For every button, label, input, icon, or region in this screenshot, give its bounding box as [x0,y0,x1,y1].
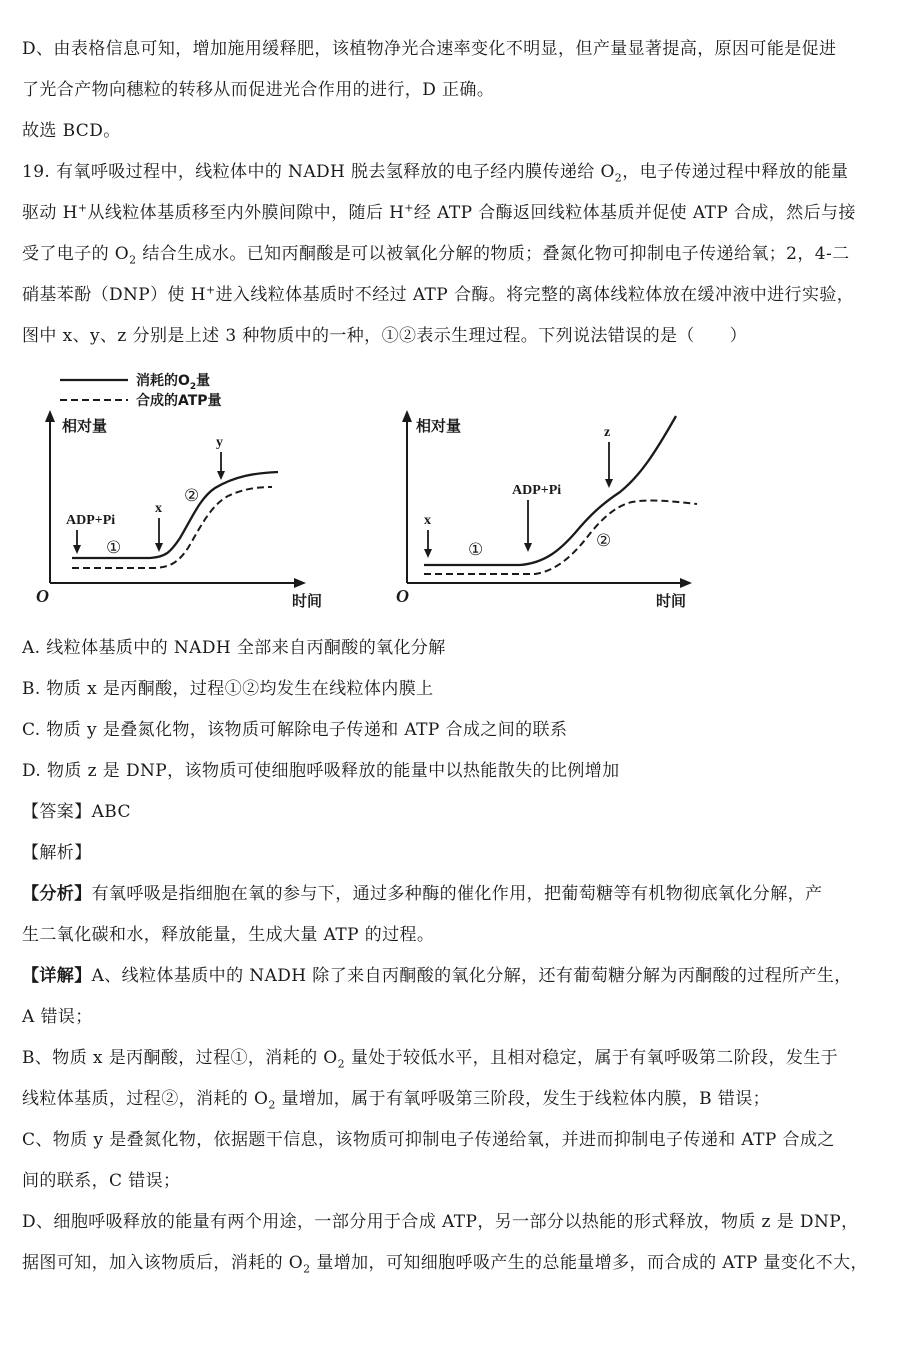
right-arrowhead-adp [524,543,532,552]
right-process-1: ① [468,540,484,560]
xiangjie-line: 据图可知，加入该物质后，消耗的 $O_2$ 量增加，可知细胞呼吸产生的总能量增多，而合成的 ATP 量变化不大， [22,1253,868,1276]
left-arrow-label-adp: ADP+Pi [66,513,116,528]
left-x-arrowhead [294,578,306,588]
right-chart [396,410,697,610]
xiangjie-line: 【详解】A、线粒体基质中的 NADH 除了来自丙酮酸的氧化分解，还有葡萄糖分解为丙酮酸的过程所产生， [22,966,852,986]
right-process-2: ② [596,531,612,551]
legend-dashed-label: 合成的ATP量 [136,393,222,409]
right-arrow-label-z: z [604,425,611,440]
fenxi-line: 【分析】有氧呼吸是指细胞在氧的参与下，通过多种酶的催化作用，把葡萄糖等有机物彻底氧化分解，产 [22,884,823,904]
question-stem-line: 19. 有氧呼吸过程中，线粒体中的 NADH 脱去氢释放的电子经内膜传递给 $O_2$，电子传递过程中释放的能量 [22,162,849,185]
right-y-arrowhead [402,410,412,422]
right-y-label: 相对量 [416,417,462,435]
question-stem-line: 图中 x、y、z 分别是上述 3 种物质中的一种，①②表示生理过程。下列说法错误的是（ ） [22,326,747,346]
question-stem-line: 硝基苯酚（DNP）使 H+进入线粒体基质时不经过 ATP 合酶。将完整的离体线粒体放在缓冲液中进行实验， [22,283,855,305]
question-stem-line: 驱动 H+从线粒体基质移至内外膜间隙中，随后 H+经 ATP 合酶返回线粒体基质并促使 ATP 合成，然后与接 [22,201,856,223]
fenxi-line: 生二氧化碳和水，释放能量，生成大量 ATP 的过程。 [22,925,435,945]
xiangjie-line: 线粒体基质，过程②，消耗的 $O_2$ 量增加，属于有氧呼吸第三阶段，发生于线粒体内膜，B 错误； [22,1089,771,1112]
question-stem-line: 受了电子的 $O_2$ 结合生成水。已知丙酮酸是可以被氧化分解的物质；叠氮化物可抑制电子传递给氧；2，4-二 [22,244,850,267]
text-line: D、由表格信息可知，增加施用缓释肥，该植物净光合速率变化不明显，但产量显著提高，原因可能是促进 [22,39,837,59]
left-origin: O [36,586,49,606]
option-b: B. 物质 x 是丙酮酸，过程①②均发生在线粒体内膜上 [22,679,434,699]
right-origin: O [396,586,409,606]
experiment-figures [0,358,900,620]
left-arrow-label-x: x [155,501,162,516]
answer-line: 【答案】ABC [22,802,131,822]
option-a: A. 线粒体基质中的 NADH 全部来自丙酮酸的氧化分解 [22,638,446,658]
text-line: 了光合产物向穗粒的转移从而促进光合作用的进行，D 正确。 [22,80,495,100]
xiangjie-line: A 错误； [22,1007,93,1027]
left-arrowhead-adp [73,545,81,554]
right-arrow-label-adp: ADP+Pi [512,483,562,498]
legend-solid-label: 消耗的$O_2$量 [136,373,211,392]
right-arrow-label-x: x [424,513,431,528]
left-chart [36,410,322,610]
left-y-label: 相对量 [62,417,108,435]
left-process-2: ② [184,486,200,506]
left-y-arrowhead [45,410,55,422]
xiangjie-line: B、物质 x 是丙酮酸，过程①，消耗的 $O_2$ 量处于较低水平，且相对稳定，属于有氧呼吸第二阶段，发生于 [22,1048,839,1071]
text-line: 故选 BCD。 [22,121,121,141]
right-atp-curve [424,501,697,574]
left-arrowhead-y [217,471,225,480]
right-arrowhead-z [605,479,613,488]
xiangjie-line: D、细胞呼吸释放的能量有两个用途，一部分用于合成 ATP，另一部分以热能的形式释放，物质 z 是 DNP， [22,1212,859,1232]
figure-svg [0,358,900,620]
xiangjie-line: C、物质 y 是叠氮化物，依据题干信息，该物质可抑制电子传递给氧，并进而抑制电子传递和 ATP 合成之 [22,1130,835,1150]
option-d: D. 物质 z 是 DNP，该物质可使细胞呼吸释放的能量中以热能散失的比例增加 [22,761,620,781]
right-x-label: 时间 [656,592,687,610]
right-x-arrowhead [680,578,692,588]
right-arrowhead-x [424,549,432,558]
left-arrow-label-y: y [216,435,223,450]
analysis-heading: 【解析】 [22,843,92,863]
left-x-label: 时间 [292,592,323,610]
option-c: C. 物质 y 是叠氮化物，该物质可解除电子传递和 ATP 合成之间的联系 [22,720,568,740]
xiangjie-line: 间的联系，C 错误； [22,1171,181,1191]
left-arrowhead-x [155,543,163,552]
left-process-1: ① [106,538,122,558]
